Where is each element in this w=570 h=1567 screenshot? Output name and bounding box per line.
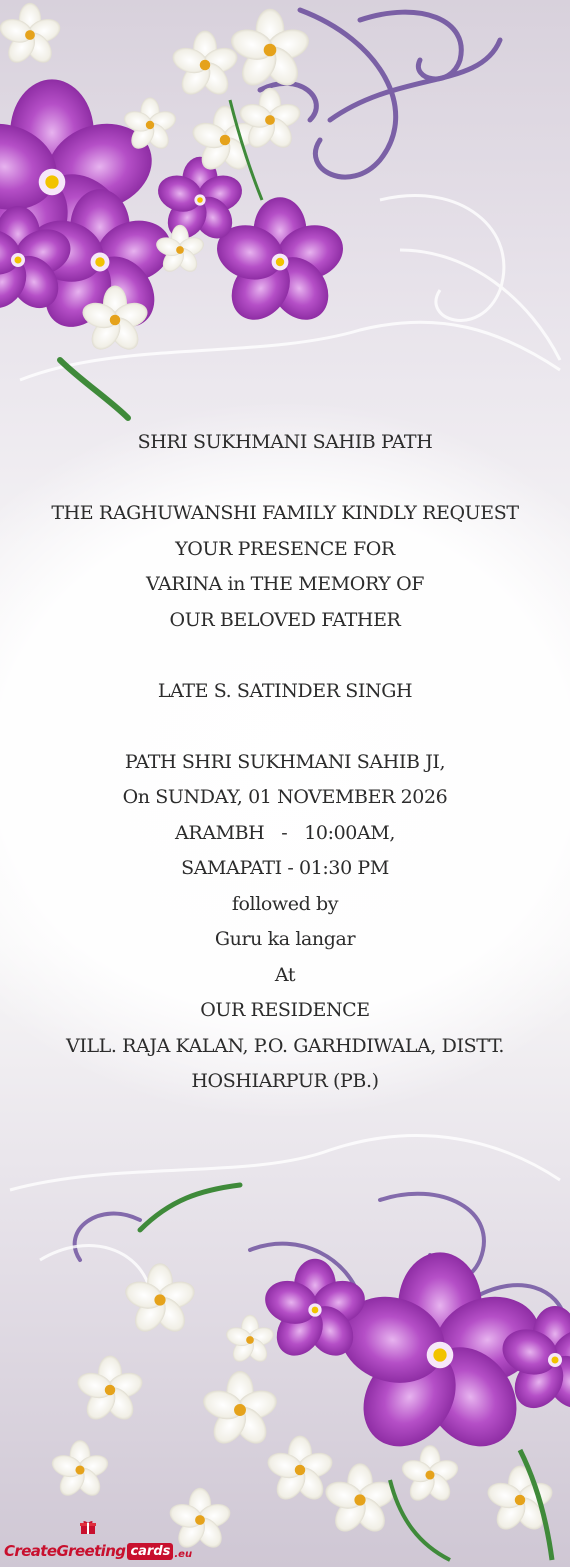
gift-icon [80,1520,96,1534]
ceremony-name: PATH SHRI SUKHMANI SAHIB JI, [124,750,446,773]
host-request: THE RAGHUWANSHI FAMILY KINDLY REQUEST [51,502,519,524]
spacer [20,638,550,674]
langar-line: Guru ka langar [214,928,356,950]
venue-address: VILL. RAJA KALAN, P.O. GARHDIWALA, DISTT. [66,1034,504,1057]
at-line: At [274,963,296,986]
venue-district: HOSHIARPUR (PB.) [191,1070,379,1092]
memory-line: VARINA in THE MEMORY OF [145,573,425,595]
presence-line: YOUR PRESENCE FOR [175,537,395,560]
followed-by: followed by [231,892,339,915]
spacer [20,709,550,745]
end-time: SAMAPATI - 01:30 PM [181,857,389,879]
watermark-cards: cards [127,1543,173,1560]
site-watermark[interactable] [4,1528,192,1560]
event-title: SHRI SUKHMANI SAHIB PATH [137,431,433,453]
invitation-message [20,425,550,1100]
bottom-flower-cluster [49,1252,570,1552]
relation-line: OUR BELOVED FATHER [169,608,401,631]
honoree-name: LATE S. SATINDER SINGH [157,679,413,702]
watermark-brand: CreateGreeting [4,1542,126,1560]
venue-name: OUR RESIDENCE [200,999,370,1021]
start-time: ARAMBH - 10:00AM, [175,821,395,844]
top-flower-cluster [0,3,350,355]
spacer [20,461,550,497]
watermark-tld: .eu [174,1549,193,1560]
event-date: On SUNDAY, 01 NOVEMBER 2026 [122,786,448,808]
